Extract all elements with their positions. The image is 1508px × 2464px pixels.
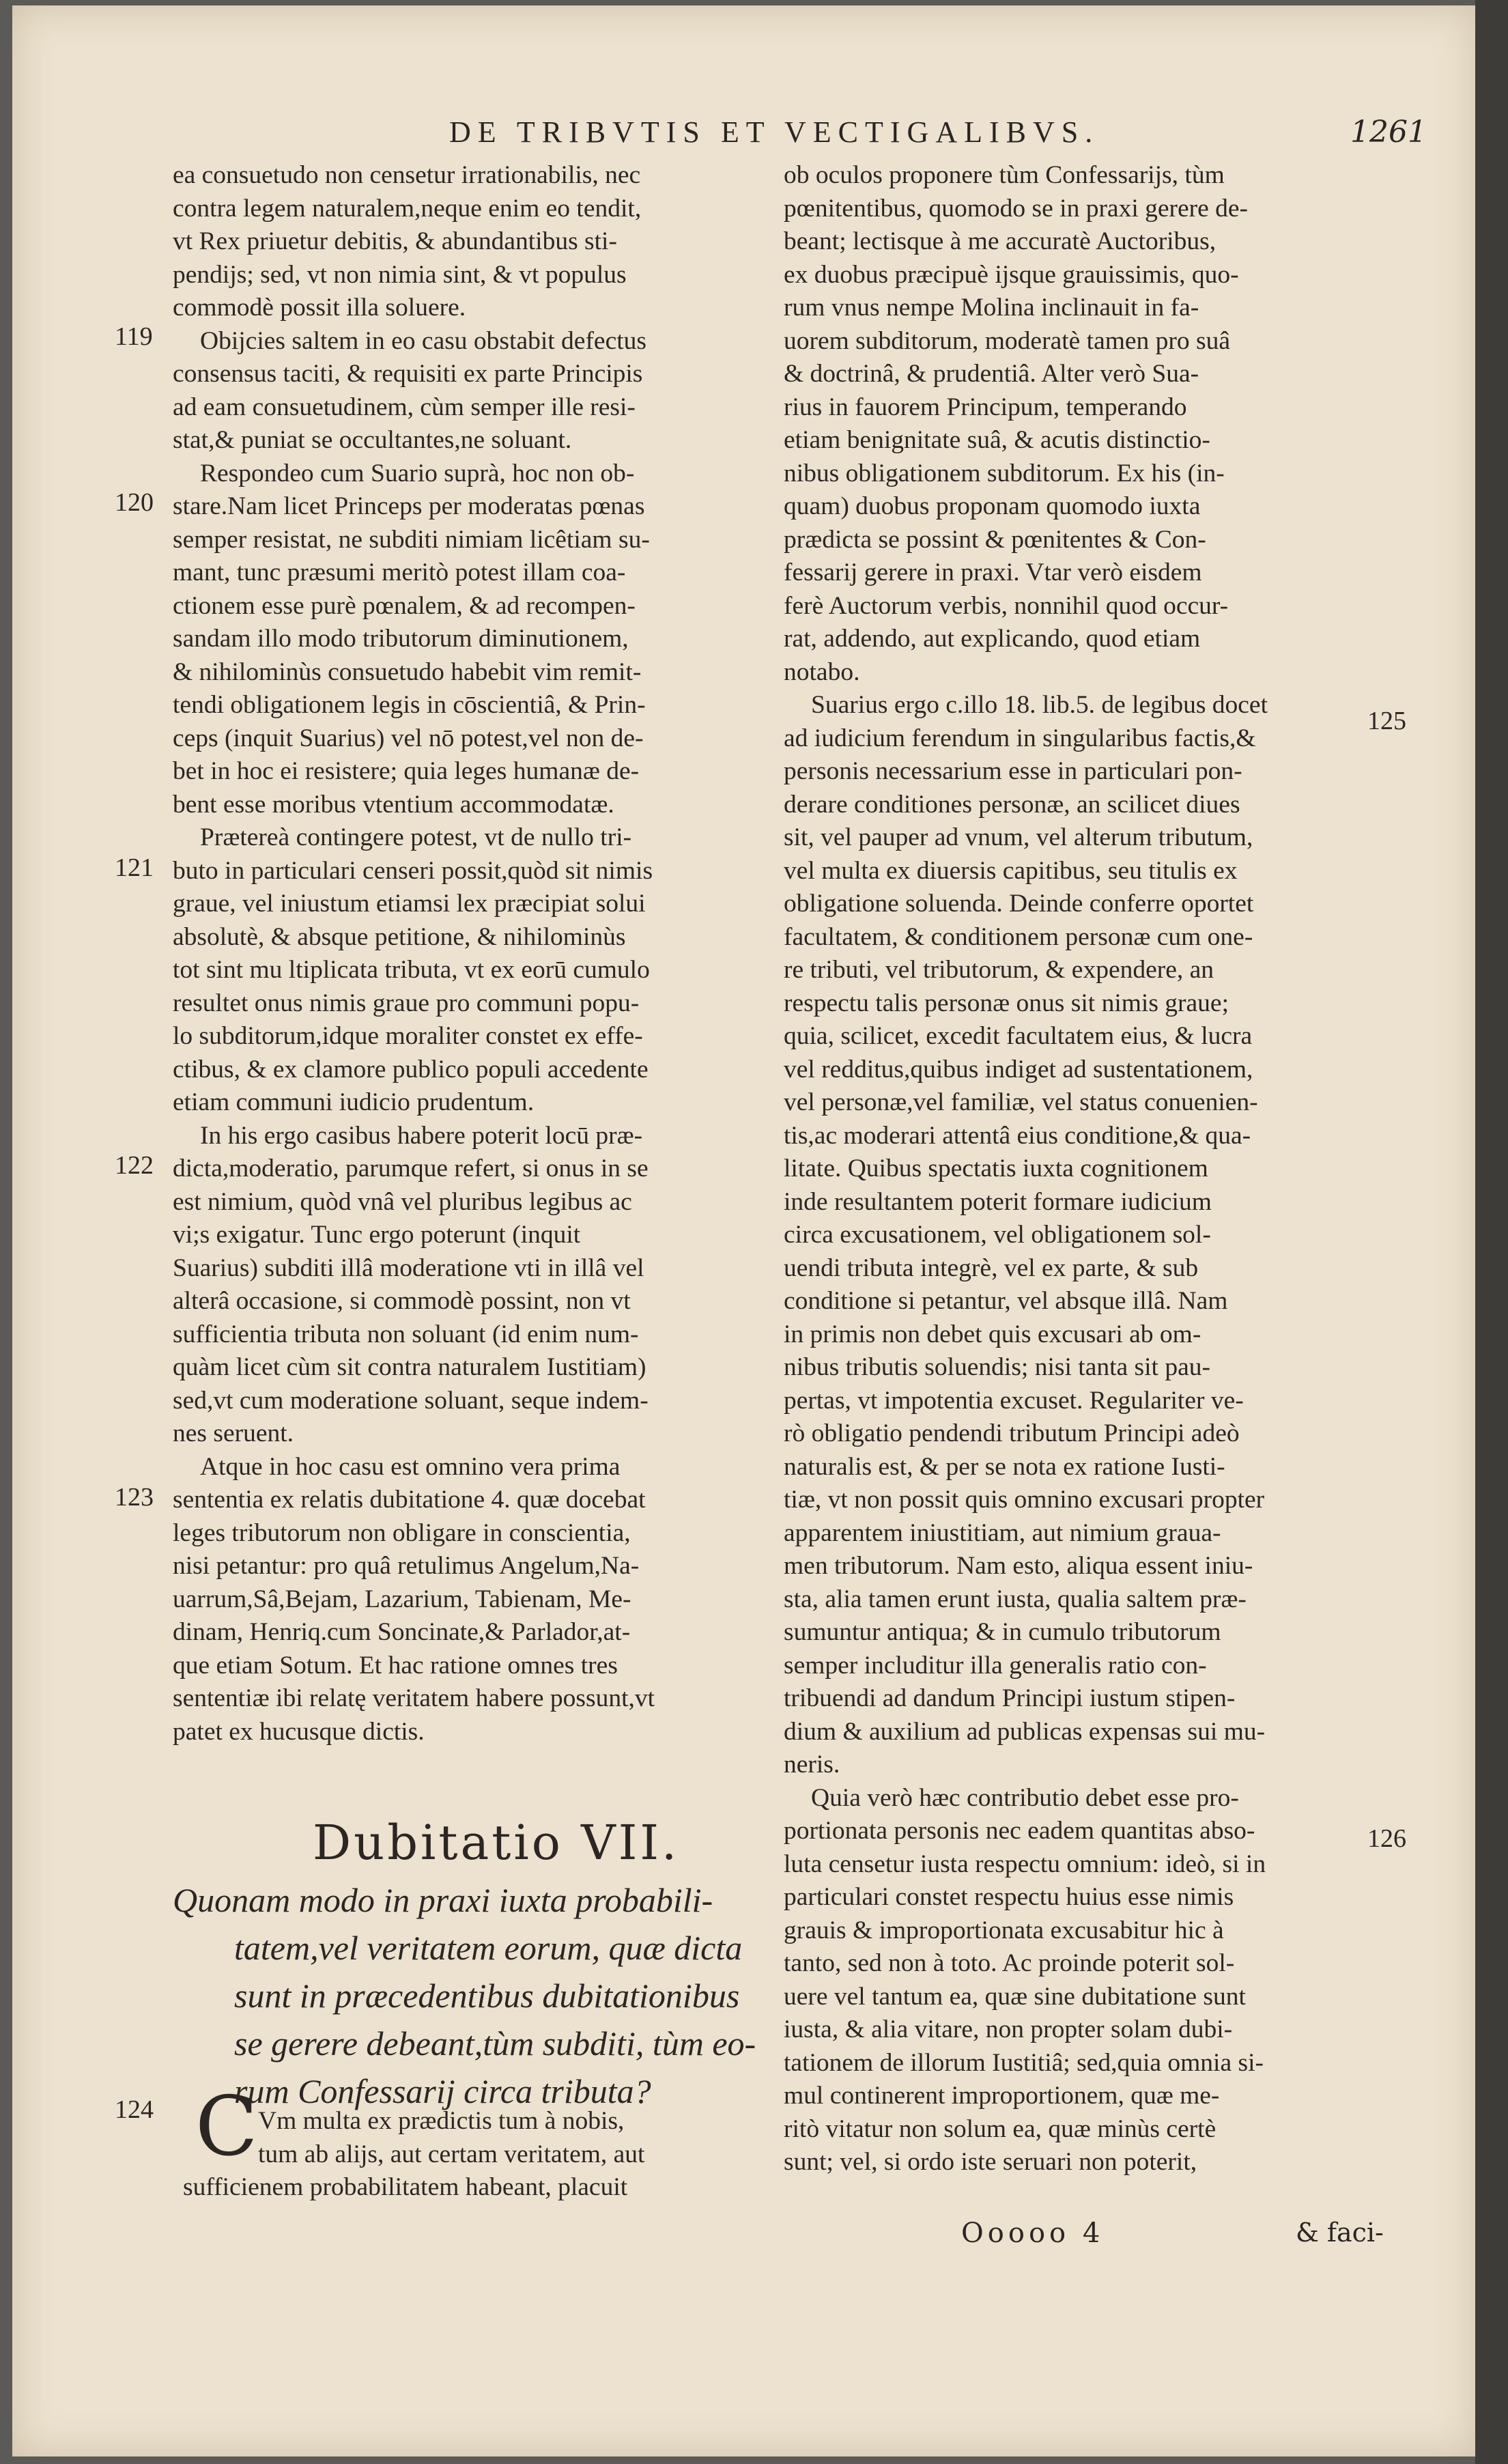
text-line: est nimium, quòd vnâ vel pluribus legibus ac (173, 1187, 632, 1216)
question-line: Quonam modo in praxi iuxta probabili- (173, 1881, 713, 1919)
text-line: semper resistat, ne subditi nimiam licêtiam su- (173, 525, 650, 554)
margin-number: 120 (115, 488, 154, 517)
text-line: In his ergo casibus habere poterit locū præ- (200, 1121, 643, 1150)
text-line: rum vnus nempe Molina inclinauit in fa- (784, 294, 1199, 322)
text-line: nibus obligationem subditorum. Ex his (in- (784, 459, 1225, 487)
text-line: Obijcies saltem in eo casu obstabit defectus (200, 326, 646, 355)
text-line: commodè possit illa soluere. (173, 294, 466, 322)
text-line: consensus taciti, & requisiti ex parte Principis (173, 360, 643, 388)
text-line: neris. (784, 1751, 840, 1779)
text-line: tiæ, vt non possit quis omnino excusari propter (784, 1486, 1265, 1514)
text-line: ctionem esse purè pœnalem, & ad recompen- (173, 591, 636, 620)
text-line: inde resultantem poterit formare iudicium (784, 1187, 1212, 1216)
text-line: ctibus, & ex clamore publico populi accedente (173, 1055, 649, 1084)
text-line: vel multa ex diuersis capitibus, seu titulis ex (784, 856, 1238, 885)
text-line: resultet onus nimis graue pro communi popu- (173, 989, 640, 1017)
opening-lines (258, 2105, 644, 2171)
text-line: beant; lectisque à me accuratè Auctoribus, (784, 227, 1217, 255)
text-line: sententia ex relatis dubitatione 4. quæ docebat (173, 1486, 646, 1514)
text-line: sta, alia tamen erunt iusta, qualia saltem præ- (784, 1585, 1247, 1613)
text-line: stare.Nam licet Princeps per moderatas pœnas (173, 492, 645, 520)
text-line: etiam benignitate suâ, & acutis distinctio- (784, 426, 1210, 454)
text-line: vt Rex priuetur debitis, & abundantibus sti- (173, 227, 617, 255)
text-line: patet ex hucusque dictis. (173, 1717, 425, 1746)
text-line: luta censetur iusta respectu omnium: ideò, si in (784, 1850, 1266, 1878)
text-line: Suarius ergo c.illo 18. lib.5. de legibus docet (811, 691, 1268, 719)
text-line: mul continerent improportionem, quæ me- (784, 2082, 1220, 2110)
text-line: dium & auxilium ad publicas expensas sui mu- (784, 1717, 1266, 1746)
text-line: tribuendi ad dandum Principi iustum stipen- (784, 1684, 1236, 1712)
margin-number: 124 (115, 2095, 154, 2124)
text-line: ferè Auctorum verbis, nonnihil quod occur- (784, 591, 1229, 620)
page-number: 1261 (1350, 115, 1427, 150)
text-line: obligatione soluenda. Deinde conferre oportet (784, 890, 1254, 918)
text-line: sufficientia tributa non soluant (id enim num- (173, 1320, 639, 1348)
text-line: conditione si petantur, vel absque illâ. Nam (784, 1287, 1228, 1315)
opening-last-line: sufficienem probabilitatem habeant, placuit (183, 2173, 628, 2201)
text-line: tot sint mu ltiplicata tributa, vt ex eorū cumulo (173, 956, 650, 984)
text-line: uorem subditorum, moderatè tamen pro suâ (784, 326, 1230, 355)
margin-number: 125 (1367, 707, 1406, 735)
margin-number: 126 (1367, 1824, 1406, 1853)
text-line: rò obligatio pendendi tributum Principi adeò (784, 1419, 1240, 1447)
text-line: Respondeo cum Suario suprà, hoc non ob- (200, 459, 635, 487)
text-line: que etiam Sotum. Et hac ratione omnes tres (173, 1651, 618, 1680)
text-line: graue, vel iniustum etiamsi lex præcipiat solui (173, 890, 646, 918)
text-line: sunt; vel, si ordo iste seruari non poterit, (784, 2148, 1197, 2176)
text-line: respectu talis personæ onus sit nimis graue; (784, 989, 1229, 1017)
text-line: tendi obligationem legis in cōscientiâ, & Prin- (173, 691, 646, 719)
text-line: tationem de illorum Iustitiâ; sed,quia omnia si- (784, 2048, 1264, 2077)
text-line: nibus tributis soluendis; nisi tanta sit pau- (784, 1353, 1210, 1381)
text-line: quàm licet cùm sit contra naturalem Iustitiam) (173, 1353, 646, 1381)
question-line: se gerere debeant,tùm subditi, tùm eo- (234, 2024, 756, 2063)
text-line: Atque in hoc casu est omnino vera prima (200, 1452, 621, 1481)
margin-number: 123 (115, 1483, 154, 1512)
text-line: pœnitentibus, quomodo se in praxi gerere de- (784, 194, 1249, 223)
question-line: rum Confessarij circa tributa? (234, 2072, 651, 2110)
text-line: personis necessarium esse in particulari pon- (784, 757, 1242, 785)
text-line: circa excusationem, vel obligationem sol- (784, 1221, 1211, 1249)
text-line: sandam illo modo tributorum diminutionem, (173, 625, 629, 653)
text-line: pendijs; sed, vt non nimia sint, & vt populus (173, 260, 627, 289)
text-line: lo subditorum,idque moraliter constet ex effe- (173, 1022, 643, 1050)
text-line: dinam, Henriq.cum Soncinate,& Parlador,at- (173, 1618, 631, 1646)
text-line: ea consuetudo non censetur irrationabilis, nec (173, 161, 641, 189)
text-line: alterâ occasione, si commodè possint, non vt (173, 1287, 631, 1315)
text-line: nisi petantur: pro quâ retulimus Angelum,Na- (173, 1552, 640, 1580)
text-line: Suarius) subditi illâ moderatione vti in illâ vel (173, 1254, 644, 1282)
text-line: leges tributorum non obligare in conscientia, (173, 1518, 631, 1547)
text-line: uarrum,Sâ,Bejam, Lazarium, Tabienam, Me- (173, 1585, 631, 1613)
text-line: tum ab alijs, aut certam veritatem, aut (258, 2140, 645, 2168)
text-line: sententiæ ibi relatę veritatem habere possunt,vt (173, 1684, 655, 1712)
text-line: prædicta se possint & pœnitentes & Con- (784, 525, 1206, 554)
text-line: buto in particulari censeri possit,quòd sit nimis (173, 856, 653, 885)
margin-number: 121 (115, 853, 154, 882)
text-line: pertas, vt impotentia excuset. Regulariter ve- (784, 1386, 1244, 1415)
text-line: Vm multa ex prædictis tum à nobis, (258, 2107, 625, 2135)
text-line: notabo. (784, 657, 860, 686)
text-line: bent esse moribus vtentium accommodatæ. (173, 790, 614, 819)
text-line: ex duobus præcipuè ijsque grauissimis, quo- (784, 260, 1239, 289)
text-line: mant, tunc præsumi meritò potest illam coa- (173, 558, 626, 586)
running-head (12, 5, 1477, 183)
text-line: men tributorum. Nam esto, aliqua essent iniu- (784, 1552, 1253, 1580)
text-line: vi;s exigatur. Tunc ergo poterunt (inquit (173, 1221, 581, 1249)
text-line: absolutè, & absque petitione, & nihilominùs (173, 922, 626, 951)
text-line: apparentem iniustitiam, aut nimium graua- (784, 1518, 1221, 1547)
text-line: naturalis est, & per se nota ex ratione Iusti- (784, 1452, 1225, 1481)
text-line: tanto, sed non à toto. Ac proinde poterit sol- (784, 1949, 1235, 1977)
text-line: rius in fauorem Principum, temperando (784, 393, 1187, 421)
left-column (173, 159, 767, 1748)
text-line: in primis non debet quis excusari ab om- (784, 1320, 1201, 1348)
text-line: Quia verò hæc contributio debet esse pro- (811, 1783, 1239, 1812)
text-line: semper includitur illa generalis ratio con- (784, 1651, 1207, 1680)
section-heading: Dubitatio VII. (313, 1815, 680, 1871)
text-line: tis,ac moderari attentâ eius conditione,& qua- (784, 1121, 1251, 1150)
section-question (173, 1876, 756, 2115)
text-line: uere vel tantum ea, quæ sine dubitatione sunt (784, 1982, 1246, 2011)
text-line: contra legem naturalem,neque enim eo tendit, (173, 194, 642, 223)
text-line: ceps (inquit Suarius) vel nō potest,vel non de- (173, 724, 644, 752)
running-title: DE TRIBVTIS ET VECTIGALIBVS. (449, 115, 1100, 149)
catchword: & faci- (1296, 2218, 1384, 2248)
text-line: uendi tributa integrè, vel ex parte, & sub (784, 1254, 1199, 1282)
text-line: quia, scilicet, excedit facultatem eius, & lucra (784, 1022, 1253, 1050)
text-line: iusta, & alia vitare, non propter solam dubi- (784, 2015, 1233, 2043)
text-line: quam) duobus proponam quomodo iuxta (784, 492, 1201, 520)
text-line: derare conditiones personæ, an scilicet diues (784, 790, 1240, 819)
text-line: particulari constet respectu huius esse nimis (784, 1883, 1234, 1911)
text-line: & nihilominùs consuetudo habebit vim remit- (173, 657, 642, 686)
text-line: sit, vel pauper ad vnum, vel alterum tributum, (784, 823, 1253, 851)
text-line: re tributi, vel tributorum, & expendere, an (784, 956, 1214, 984)
question-line: sunt in præcedentibus dubitationibus (234, 1977, 740, 2015)
question-line: tatem,vel veritatem eorum, quæ dicta (234, 1929, 743, 1967)
text-line: ob oculos proponere tùm Confessarijs, tùm (784, 161, 1225, 189)
text-line: ad eam consuetudinem, cùm semper ille resi- (173, 393, 636, 421)
margin-number: 122 (115, 1151, 154, 1180)
text-line: portionata personis nec eadem quantitas abso- (784, 1817, 1255, 1845)
text-line: & doctrinâ, & prudentiâ. Alter verò Sua- (784, 360, 1199, 388)
book-page (12, 5, 1477, 2456)
text-line: litate. Quibus spectatis iuxta cognitionem (784, 1155, 1208, 1183)
text-line: bet in hoc ei resistere; quia leges humanæ de- (173, 757, 640, 785)
text-line: Prætereà contingere potest, vt de nullo tri- (200, 823, 632, 851)
text-line: fessarij gerere in praxi. Vtar verò eisdem (784, 558, 1202, 586)
text-line: rat, addendo, aut explicando, quod etiam (784, 625, 1201, 653)
text-line: grauis & improportionata excusabitur hic à (784, 1916, 1224, 1944)
text-line: sed,vt cum moderatione soluant, seque indem- (173, 1386, 649, 1415)
text-line: dicta,moderatio, parumque refert, si onus in se (173, 1155, 649, 1183)
signature-mark: Ooooo 4 (961, 2218, 1105, 2249)
text-line: vel redditus,quibus indiget ad sustentationem, (784, 1055, 1253, 1084)
text-line: etiam communi iudicio prudentum. (173, 1088, 535, 1116)
text-line: facultatem, & conditionem personæ cum one- (784, 922, 1253, 951)
margin-number: 119 (115, 322, 153, 351)
page-edge-shadow (1475, 0, 1508, 2464)
right-column (784, 159, 1364, 2179)
text-line: stat,& puniat se occultantes,ne soluant. (173, 426, 572, 454)
text-line: ritò vitatur non solum ea, quæ minùs certè (784, 2114, 1217, 2143)
drop-initial: C (195, 2080, 258, 2175)
text-line: vel personæ,vel familiæ, vel status conuenien- (784, 1088, 1258, 1116)
text-line: sumuntur antiqua; & in cumulo tributorum (784, 1618, 1221, 1646)
text-line: ad iudicium ferendum in singularibus factis,& (784, 724, 1256, 752)
text-line: nes seruent. (173, 1419, 294, 1447)
